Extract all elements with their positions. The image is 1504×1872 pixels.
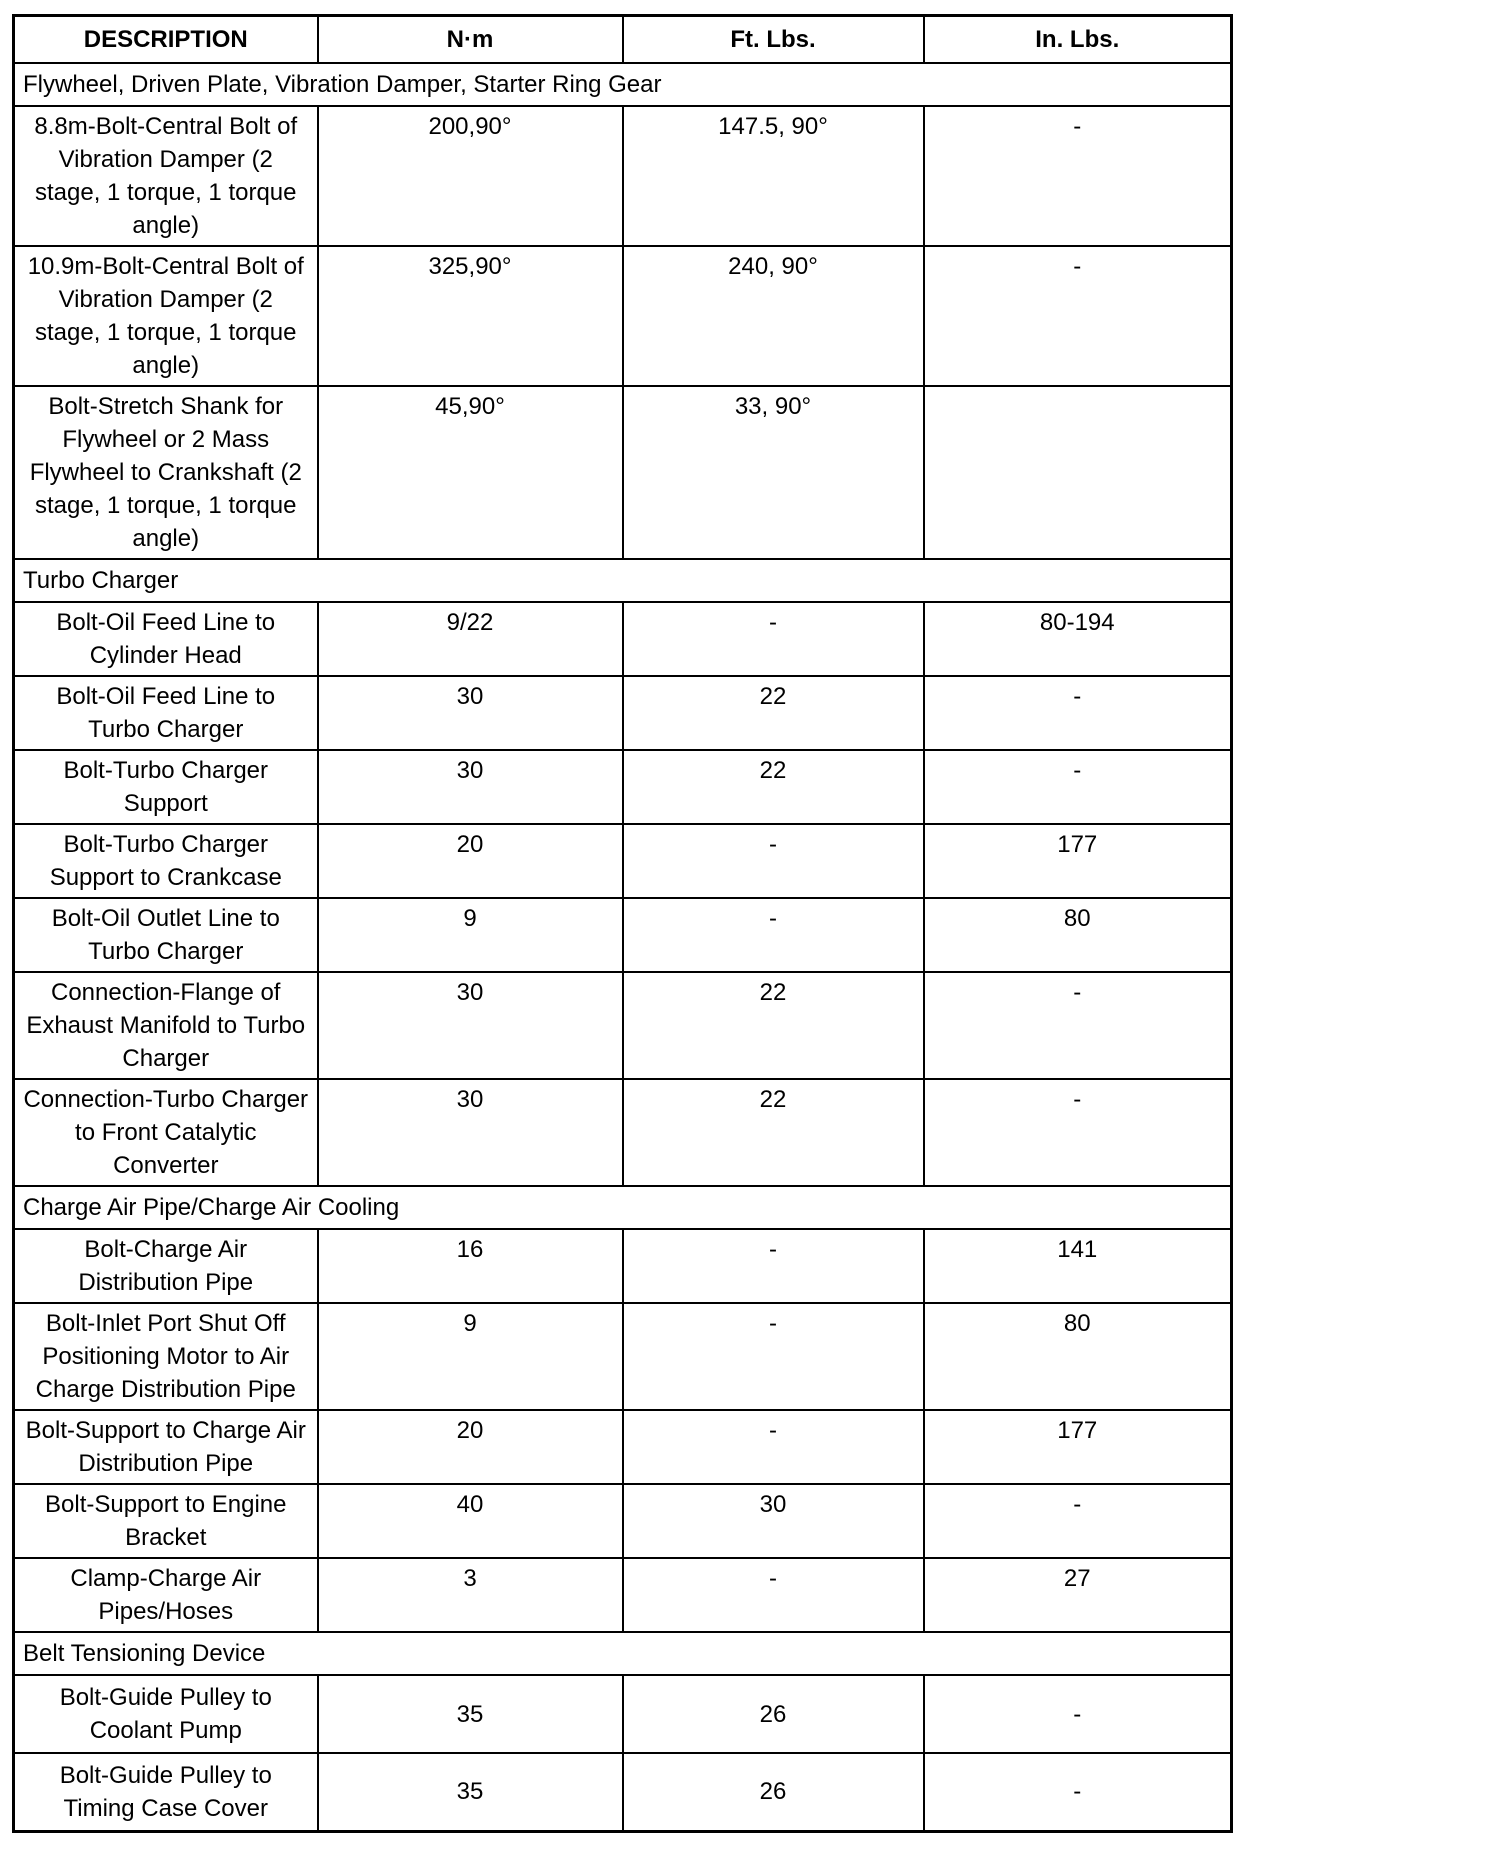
nm-value-cell: 30 bbox=[318, 972, 623, 1079]
description-cell: 8.8m-Bolt-Central Bolt of Vibration Damper (2 stage, 1 torque, 1 torque angle) bbox=[14, 106, 318, 246]
section-row bbox=[14, 1632, 1232, 1675]
description-cell: Bolt-Oil Feed Line to Cylinder Head bbox=[14, 602, 318, 676]
nm-value-cell: 3 bbox=[318, 1558, 623, 1632]
nm-value-cell: 200,90° bbox=[318, 106, 623, 246]
section-row bbox=[14, 63, 1232, 106]
ftlbs-value-cell: - bbox=[623, 1229, 924, 1303]
table-row bbox=[14, 1410, 1232, 1484]
table-row bbox=[14, 1484, 1232, 1558]
inlbs-value-cell: 80 bbox=[924, 898, 1232, 972]
description-cell: Bolt-Oil Feed Line to Turbo Charger bbox=[14, 676, 318, 750]
section-title: Turbo Charger bbox=[14, 559, 1232, 602]
table-row bbox=[14, 750, 1232, 824]
table-row bbox=[14, 1303, 1232, 1410]
table-row bbox=[14, 1079, 1232, 1186]
description-cell: Bolt-Guide Pulley to Coolant Pump bbox=[14, 1675, 318, 1753]
inlbs-value-cell: - bbox=[924, 1675, 1232, 1753]
ftlbs-value-cell: 22 bbox=[623, 972, 924, 1079]
table-row bbox=[14, 972, 1232, 1079]
ftlbs-value-cell: 26 bbox=[623, 1675, 924, 1753]
nm-value-cell: 9 bbox=[318, 1303, 623, 1410]
inlbs-value-cell: - bbox=[924, 750, 1232, 824]
nm-value-cell: 40 bbox=[318, 1484, 623, 1558]
nm-value-cell: 20 bbox=[318, 824, 623, 898]
ftlbs-value-cell: - bbox=[623, 898, 924, 972]
inlbs-value-cell: 80 bbox=[924, 1303, 1232, 1410]
nm-value-cell: 35 bbox=[318, 1753, 623, 1831]
table-row bbox=[14, 602, 1232, 676]
table-row bbox=[14, 106, 1232, 246]
section-title: Belt Tensioning Device bbox=[14, 1632, 1232, 1675]
ftlbs-value-cell: - bbox=[623, 1410, 924, 1484]
nm-value-cell: 35 bbox=[318, 1675, 623, 1753]
column-header-ftlbs: Ft. Lbs. bbox=[623, 16, 924, 64]
description-cell: Bolt-Guide Pulley to Timing Case Cover bbox=[14, 1753, 318, 1831]
description-cell: Bolt-Inlet Port Shut Off Positioning Motor to Air Charge Distribution Pipe bbox=[14, 1303, 318, 1410]
ftlbs-value-cell: 147.5, 90° bbox=[623, 106, 924, 246]
nm-value-cell: 30 bbox=[318, 676, 623, 750]
table-row bbox=[14, 676, 1232, 750]
column-header-description: DESCRIPTION bbox=[14, 16, 318, 64]
table-row bbox=[14, 1675, 1232, 1753]
inlbs-value-cell: 80-194 bbox=[924, 602, 1232, 676]
section-title: Charge Air Pipe/Charge Air Cooling bbox=[14, 1186, 1232, 1229]
inlbs-value-cell: 177 bbox=[924, 1410, 1232, 1484]
ftlbs-value-cell: 22 bbox=[623, 1079, 924, 1186]
table-row bbox=[14, 824, 1232, 898]
description-cell: Bolt-Support to Charge Air Distribution Pipe bbox=[14, 1410, 318, 1484]
ftlbs-value-cell: 26 bbox=[623, 1753, 924, 1831]
nm-value-cell: 30 bbox=[318, 750, 623, 824]
description-cell: Bolt-Stretch Shank for Flywheel or 2 Mass Flywheel to Crankshaft (2 stage, 1 torque, 1 torque angle) bbox=[14, 386, 318, 559]
description-cell: 10.9m-Bolt-Central Bolt of Vibration Damper (2 stage, 1 torque, 1 torque angle) bbox=[14, 246, 318, 386]
ftlbs-value-cell: 240, 90° bbox=[623, 246, 924, 386]
inlbs-value-cell: - bbox=[924, 246, 1232, 386]
ftlbs-value-cell: 33, 90° bbox=[623, 386, 924, 559]
table-row bbox=[14, 1753, 1232, 1831]
inlbs-value-cell: - bbox=[924, 106, 1232, 246]
table-body bbox=[14, 63, 1232, 1831]
nm-value-cell: 45,90° bbox=[318, 386, 623, 559]
inlbs-value-cell: - bbox=[924, 972, 1232, 1079]
ftlbs-value-cell: - bbox=[623, 1303, 924, 1410]
section-row bbox=[14, 559, 1232, 602]
table-row bbox=[14, 1229, 1232, 1303]
table-row bbox=[14, 386, 1232, 559]
ftlbs-value-cell: - bbox=[623, 602, 924, 676]
column-header-nm: N·m bbox=[318, 16, 623, 64]
description-cell: Connection-Flange of Exhaust Manifold to Turbo Charger bbox=[14, 972, 318, 1079]
table-header bbox=[14, 16, 1232, 64]
torque-spec-table bbox=[12, 14, 1233, 1833]
table-row bbox=[14, 1558, 1232, 1632]
inlbs-value-cell: 27 bbox=[924, 1558, 1232, 1632]
description-cell: Bolt-Turbo Charger Support bbox=[14, 750, 318, 824]
inlbs-value-cell bbox=[924, 386, 1232, 559]
inlbs-value-cell: - bbox=[924, 1079, 1232, 1186]
nm-value-cell: 325,90° bbox=[318, 246, 623, 386]
inlbs-value-cell: 141 bbox=[924, 1229, 1232, 1303]
nm-value-cell: 20 bbox=[318, 1410, 623, 1484]
description-cell: Bolt-Support to Engine Bracket bbox=[14, 1484, 318, 1558]
nm-value-cell: 9 bbox=[318, 898, 623, 972]
section-row bbox=[14, 1186, 1232, 1229]
description-cell: Connection-Turbo Charger to Front Catalytic Converter bbox=[14, 1079, 318, 1186]
description-cell: Clamp-Charge Air Pipes/Hoses bbox=[14, 1558, 318, 1632]
ftlbs-value-cell: 22 bbox=[623, 750, 924, 824]
ftlbs-value-cell: - bbox=[623, 824, 924, 898]
nm-value-cell: 16 bbox=[318, 1229, 623, 1303]
section-title: Flywheel, Driven Plate, Vibration Damper, Starter Ring Gear bbox=[14, 63, 1232, 106]
nm-value-cell: 30 bbox=[318, 1079, 623, 1186]
table-row bbox=[14, 246, 1232, 386]
ftlbs-value-cell: 30 bbox=[623, 1484, 924, 1558]
inlbs-value-cell: - bbox=[924, 1753, 1232, 1831]
table-row bbox=[14, 898, 1232, 972]
inlbs-value-cell: - bbox=[924, 1484, 1232, 1558]
nm-value-cell: 9/22 bbox=[318, 602, 623, 676]
column-header-inlbs: In. Lbs. bbox=[924, 16, 1232, 64]
inlbs-value-cell: 177 bbox=[924, 824, 1232, 898]
description-cell: Bolt-Turbo Charger Support to Crankcase bbox=[14, 824, 318, 898]
ftlbs-value-cell: - bbox=[623, 1558, 924, 1632]
description-cell: Bolt-Oil Outlet Line to Turbo Charger bbox=[14, 898, 318, 972]
inlbs-value-cell: - bbox=[924, 676, 1232, 750]
description-cell: Bolt-Charge Air Distribution Pipe bbox=[14, 1229, 318, 1303]
ftlbs-value-cell: 22 bbox=[623, 676, 924, 750]
header-row bbox=[14, 16, 1232, 64]
